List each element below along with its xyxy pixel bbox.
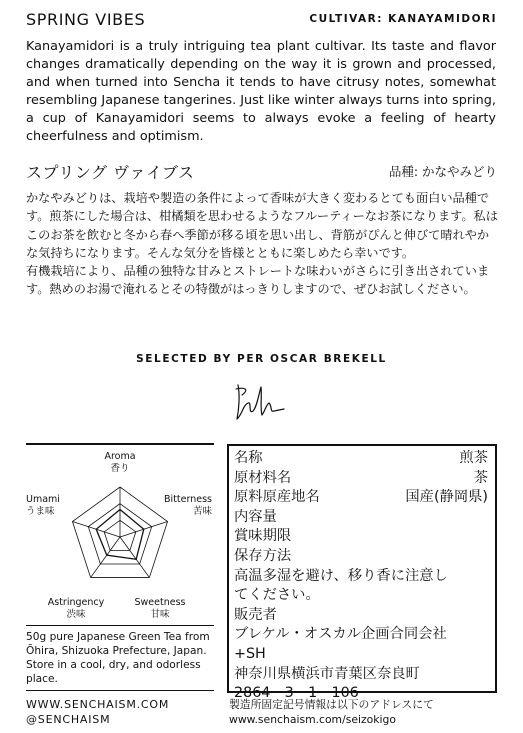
label-key: 販売者 <box>234 606 277 623</box>
package-note: 50g pure Japanese Green Tea from Ōhira, Shizuoka Prefecture, Japan. Store in a cool, dry, and odorless place. <box>26 631 210 685</box>
label-row <box>234 508 488 528</box>
signature-icon <box>226 375 296 425</box>
website-link[interactable]: WWW.SENCHAISM.COM <box>26 698 170 711</box>
radar-axis-label: 苦味 <box>192 506 212 517</box>
selected-by: SELECTED BY PER OSCAR BREKELL <box>136 353 387 365</box>
cultivar-label-jp: 品種: かなやみどり <box>388 164 497 179</box>
label-row <box>234 586 488 606</box>
radar-axis-label: 甘味 <box>150 609 170 620</box>
header-jp <box>26 160 497 182</box>
label-row <box>234 449 488 469</box>
description-jp-paragraph: 有機栽培により、品種の独特な甘みとストレートな味わいがさらに引き出されています。熱めのお湯で淹れるとその特徴がはっきりしますので、ぜひお試しください。 <box>26 264 490 297</box>
label-key: ブレケル・オスカル企画合同会社 <box>234 626 447 643</box>
description-jp <box>26 189 498 299</box>
label-key: 賞味期限 <box>234 528 292 545</box>
radar-axis-label: Bitterness <box>164 494 212 505</box>
label-row <box>234 527 488 547</box>
label-key: 原料原産地名 <box>234 489 320 506</box>
label-key: 2864ー3ー1ー106 <box>234 685 359 702</box>
food-label-box <box>227 444 497 702</box>
label-key: 名称 <box>234 450 263 466</box>
label-row <box>234 547 488 567</box>
radar-axis-label: Umami <box>26 494 60 505</box>
label-value: 国産(静岡県) <box>405 489 488 506</box>
label-row <box>234 665 488 685</box>
cultivar-label-en: CULTIVAR: KANAYAMIDORI <box>309 13 497 25</box>
radar-axis-label: 香り <box>110 463 130 474</box>
label-row <box>234 625 488 645</box>
label-key: +SH <box>234 645 266 662</box>
label-value: 煎茶 <box>459 450 488 466</box>
divider <box>26 625 214 626</box>
radar-axis-label: Sweetness <box>134 597 186 608</box>
divider <box>26 690 214 691</box>
label-row <box>234 645 488 665</box>
radar-axis-label: Astringency <box>47 597 105 608</box>
product-title-en: SPRING VIBES <box>26 9 146 29</box>
label-row <box>234 469 488 489</box>
label-key: 原材料名 <box>234 469 292 486</box>
label-key: 内容量 <box>234 508 277 525</box>
header-en <box>26 9 497 29</box>
radar-axis-label: Aroma <box>104 451 136 462</box>
radar-axis-label: うま味 <box>26 506 55 517</box>
footer-jp-note: 製造所固定記号情報は以下のアドレスにて <box>229 698 434 711</box>
label-row <box>234 606 488 626</box>
description-jp-paragraph: かなやみどりは、栽培や製造の条件によって香味が大きく変わるとても面白い品種です。煎茶にした場合は、柑橘類を思わせるようなフルーティーなお茶になります。私はこのお茶を飲むと冬から春へ季節が移る頃を思い出し、背筋がぴんと伸びて晴れやかな気持ちになります。そんな気分を皆様とともに楽しめたら幸いです。 <box>26 191 498 260</box>
label-value: 茶 <box>473 469 488 486</box>
label-row <box>234 567 488 587</box>
web-links <box>26 697 169 727</box>
radar-axis-label: 渋味 <box>66 609 86 620</box>
label-key: 神奈川県横浜市青葉区奈良町 <box>234 665 420 682</box>
radar-axis-line <box>91 537 120 577</box>
description-en: Kanayamidori is a truly intriguing tea plant cultivar. Its taste and flavor changes dramatically depending on the way it is grown and processed, and when turned into Sencha it tends to have citrusy notes, somewhat resembling Japanese tangerines. Just like winter always turns into spring, a cup of Kanayamidori seems to always evoke a feeling of hearty cheerfulness and optimism. <box>26 39 496 144</box>
label-key: 保存方法 <box>234 547 292 564</box>
label-key: てください。 <box>234 587 320 604</box>
footer-jp <box>229 697 499 727</box>
flavor-radar-chart <box>26 444 214 624</box>
label-row <box>234 488 488 508</box>
product-title-jp: スプリング ヴァイブス <box>26 162 195 182</box>
social-handle[interactable]: @SENCHAISM <box>26 713 111 726</box>
label-key: 高温多湿を避け、移り香に注意し <box>234 567 448 584</box>
footer-jp-url[interactable]: www.senchaism.com/seizokigo <box>229 713 396 726</box>
